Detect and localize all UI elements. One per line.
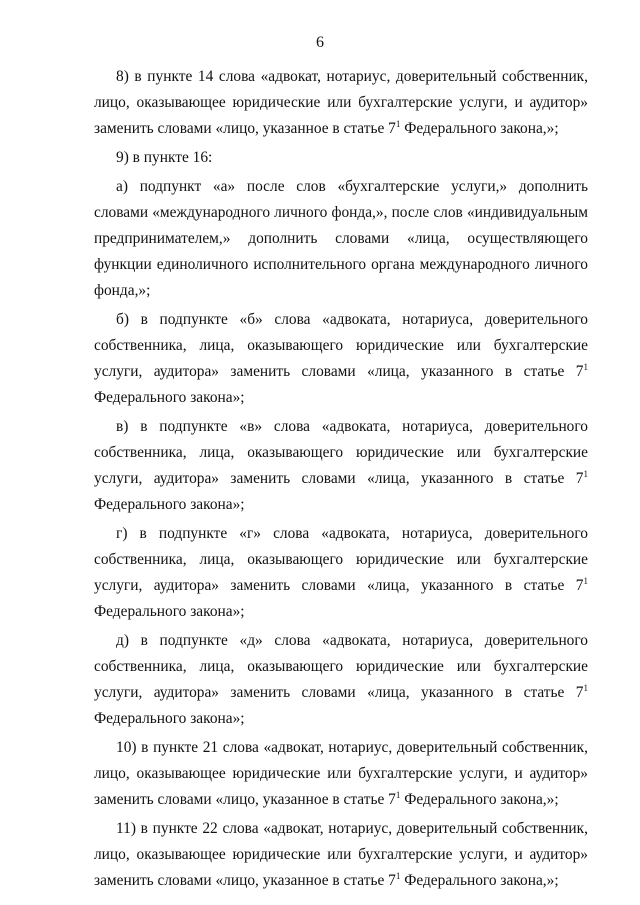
- paragraph-9: [94, 145, 588, 171]
- subparagraph-d: [94, 628, 588, 732]
- superscript: 1: [583, 683, 588, 693]
- paragraph-text: г) в подпункте «г» слова «адвоката, нотариуса, доверительного собственника, лица, оказывающего юридические или бухгалтерские услуги, аудитора» заменить словами «лица, указанного в статье 7: [94, 525, 588, 594]
- subparagraph-g: [94, 521, 588, 625]
- paragraph-text-end: Федерального закона»;: [94, 389, 245, 406]
- paragraph-text: 11) в пункте 22 слова «адвокат, нотариус, доверительный собственник, лицо, оказывающее юридические или бухгалтерские услуги, и аудитор» заменить словами «лицо, указанное в статье 7: [94, 820, 588, 889]
- superscript: 1: [395, 871, 401, 881]
- paragraph-text-end: Федерального закона,»;: [400, 120, 559, 137]
- paragraph-text: 10) в пункте 21 слова «адвокат, нотариус, доверительный собственник, лицо, оказывающее юридические или бухгалтерские услуги, и аудитор» заменить словами «лицо, указанное в статье 7: [94, 739, 588, 808]
- paragraph-8: [94, 64, 588, 142]
- paragraph-text-end: Федерального закона,»;: [400, 791, 559, 808]
- paragraph-text: а) подпункт «а» после слов «бухгалтерские услуги,» дополнить словами «международного личного фонда,», после слов «индивидуальным предпринимателем,» дополнить словами «лица, осуществляющего функции единоличного исполнительного органа международного личного фонда,»;: [94, 178, 588, 299]
- subparagraph-a: [94, 174, 588, 304]
- superscript: 1: [395, 790, 401, 800]
- page-number: 6: [316, 34, 324, 51]
- paragraph-text: д) в подпункте «д» слова «адвоката, нотариуса, доверительного собственника, лица, оказывающего юридические или бухгалтерские услуги, аудитора» заменить словами «лица, указанного в статье 7: [94, 632, 588, 701]
- superscript: 1: [583, 469, 588, 479]
- paragraph-10: [94, 735, 588, 813]
- superscript: 1: [583, 362, 588, 372]
- paragraph-text: 8) в пункте 14 слова «адвокат, нотариус, доверительный собственник, лицо, оказывающее юридические или бухгалтерские услуги, и аудитор» заменить словами «лицо, указанное в статье 7: [94, 68, 588, 137]
- paragraph-text-end: Федерального закона,»;: [400, 872, 559, 889]
- paragraph-text: б) в подпункте «б» слова «адвоката, нотариуса, доверительного собственника, лица, оказывающего юридические или бухгалтерские услуги, аудитора» заменить словами «лица, указанного в статье 7: [94, 311, 588, 380]
- paragraph-text-end: Федерального закона»;: [94, 603, 245, 620]
- paragraph-text-end: Федерального закона»;: [94, 496, 245, 513]
- paragraph-text: 9) в пункте 16:: [116, 149, 213, 166]
- paragraph-text-end: Федерального закона»;: [94, 710, 245, 727]
- document-body: [94, 64, 588, 894]
- superscript: 1: [395, 119, 401, 129]
- paragraph-text: в) в подпункте «в» слова «адвоката, нотариуса, доверительного собственника, лица, оказывающего юридические или бухгалтерские услуги, аудитора» заменить словами «лица, указанного в статье 7: [94, 418, 588, 487]
- subparagraph-b: [94, 307, 588, 411]
- paragraph-11: [94, 816, 588, 894]
- superscript: 1: [583, 576, 588, 586]
- subparagraph-v: [94, 414, 588, 518]
